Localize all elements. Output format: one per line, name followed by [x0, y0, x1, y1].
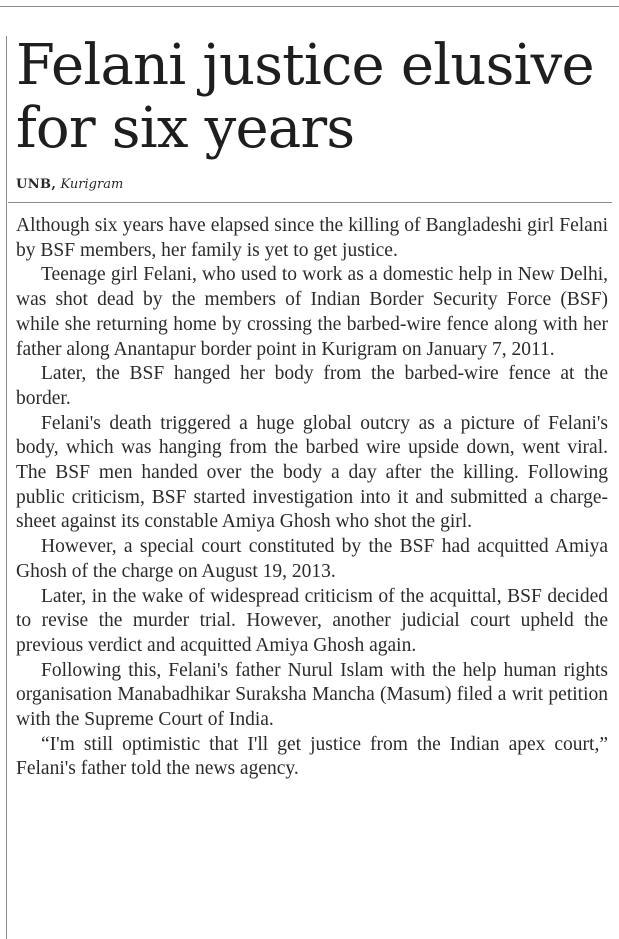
article-paragraph: “I'm still optimistic that I'll get justice from the Indian apex court,” Felani's father told the news agency. — [16, 733, 608, 780]
top-rule — [0, 6, 619, 7]
article-paragraph: Felani's death triggered a huge global outcry as a picture of Felani's body, which was hanging from the barbed wire upside down, went viral. The BSF men handed over the body a day after the killing. Following public criticism, BSF started investigation into it and submitted a charge-sheet against its constable Amiya Ghosh who shot the girl. — [16, 412, 608, 533]
article-paragraph: Later, the BSF hanged her body from the barbed-wire fence at the border. — [16, 363, 608, 409]
article-paragraph: Later, in the wake of widespread criticism of the acquittal, BSF decided to revise the murder trial. However, another judicial court upheld the previous verdict and acquitted Amiya Ghosh again. — [16, 585, 608, 656]
article-paragraph: Following this, Felani's father Nurul Islam with the help human rights organisation Manabadhikar Suraksha Mancha (Masum) filed a writ petition with the Supreme Court of India. — [16, 659, 608, 731]
article-paragraph: Although six years have elapsed since the killing of Bangladeshi girl Felani by BSF members, her family is yet to get justice. — [16, 215, 608, 261]
column-rule — [6, 36, 7, 939]
byline-agency: UNB, — [16, 177, 57, 192]
byline-location: Kurigram — [60, 177, 124, 192]
dateline — [16, 176, 123, 194]
article-paragraph: Teenage girl Felani, who used to work as a domestic help in New Delhi, was shot dead by the members of Indian Border Security Force (BSF) while she returning home by crossing the barbed-wire fence along with her father along Anantapur border point in Kurigram on January 7, 2011. — [16, 264, 608, 360]
headline: Felani justice elusive for six years — [16, 33, 594, 161]
article-paragraph: However, a special court constituted by the BSF had acquitted Amiya Ghosh of the charge on August 19, 2013. — [16, 536, 608, 582]
article-body — [16, 214, 608, 782]
headline-divider — [8, 202, 612, 203]
